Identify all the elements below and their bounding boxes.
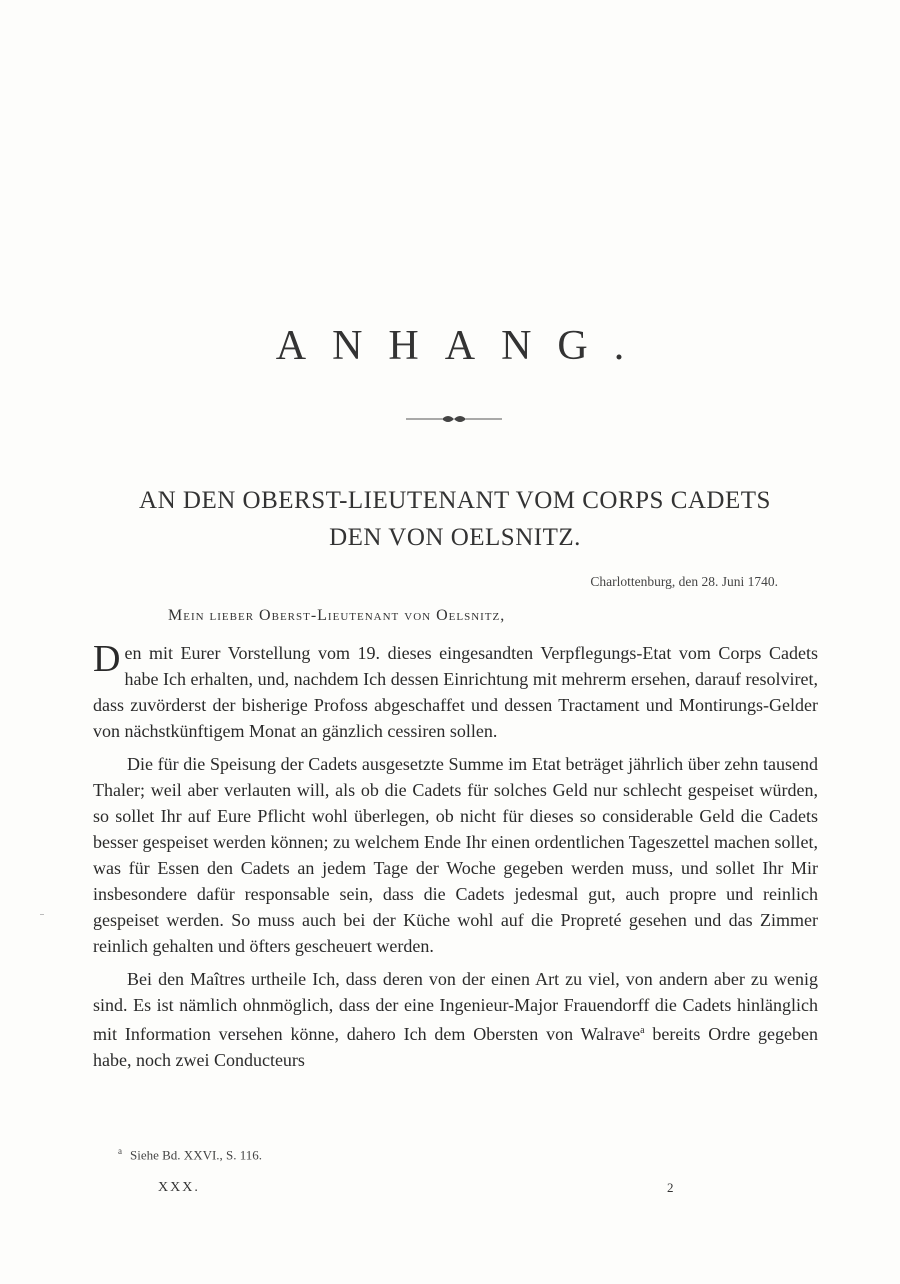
paragraph-1	[93, 640, 818, 744]
paragraph-1-text: en mit Eurer Vorstellung vom 19. dieses eingesandten Verpflegungs-Etat vom Corps Cadets habe Ich erhalten, und, nachdem Ich dessen Einrichtung mit mehrerm ersehen, darauf resolviret, dass zuvörderst der bisherige Profoss abgeschaffet und dessen Tractament und Montirungs-Gelder von nächstkünftigem Monat an gänzlich cessiren sollen.	[93, 643, 818, 741]
paragraph-3	[93, 966, 818, 1073]
heading-line-2: DEN VON OELSNITZ.	[329, 524, 581, 551]
paragraph-2: Die für die Speisung der Cadets ausgesetzte Summe im Etat beträget jährlich über zehn tausend Thaler; weil aber verlauten will, als ob die Cadets für solches Geld nur schlecht gespeiset würden, so sollet Ihr auf Eure Pflicht wohl überlegen, ob nicht für dieses so considerable Geld die Cadets besser gespeiset werden können; zu welchem Ende Ihr einen ordentlichen Tageszettel machen sollet, was für Essen den Cadets an jedem Tage der Woche gegeben werden muss, und sollet Ihr Mir insbesondere dafür responsable sein, dass die Cadets jedesmal gut, auch propre und reinlich gespeiset werden. So muss auch bei der Küche wohl auf die Propreté gesehen und das Zimmer reinlich gehalten und öfters gescheuert werden.	[93, 754, 818, 956]
dateline: Charlottenburg, den 28. Juni 1740.	[590, 574, 778, 589]
page-title: ANHANG.	[275, 323, 651, 369]
footnote	[118, 1146, 718, 1163]
paragraph-3-text-a: Bei den Maîtres urtheile Ich, dass deren von der einen Art zu viel, von andern aber zu wenig sind. Es ist nämlich ohnmöglich, dass der eine Ingenieur-Major Frauendorff die Cadets hinlänglich mit Information versehen könne, dahero Ich dem Obersten von Walrave	[93, 969, 818, 1044]
heading-line-1: AN DEN OBERST-LIEUTENANT VOM CORPS CADETS	[139, 487, 771, 514]
signature-mark: XXX.	[158, 1180, 200, 1195]
footnote-mark: a	[118, 1146, 122, 1156]
footnote-reference: a	[640, 1025, 645, 1036]
ornament-divider-icon	[404, 413, 504, 425]
page-number: 2	[667, 1180, 674, 1195]
footnote-text: Siehe Bd. XXVI., S. 116.	[130, 1147, 263, 1163]
margin-mark	[40, 914, 44, 915]
drop-cap: D	[93, 638, 121, 680]
salutation: Mein lieber Oberst-Lieutenant von Oelsnitz,	[168, 607, 506, 624]
letter-heading	[60, 482, 850, 556]
paragraph-3-text-b: bereits Ordre gegeben habe, noch zwei Conducteurs	[93, 1024, 818, 1070]
letter-body	[93, 640, 818, 1080]
